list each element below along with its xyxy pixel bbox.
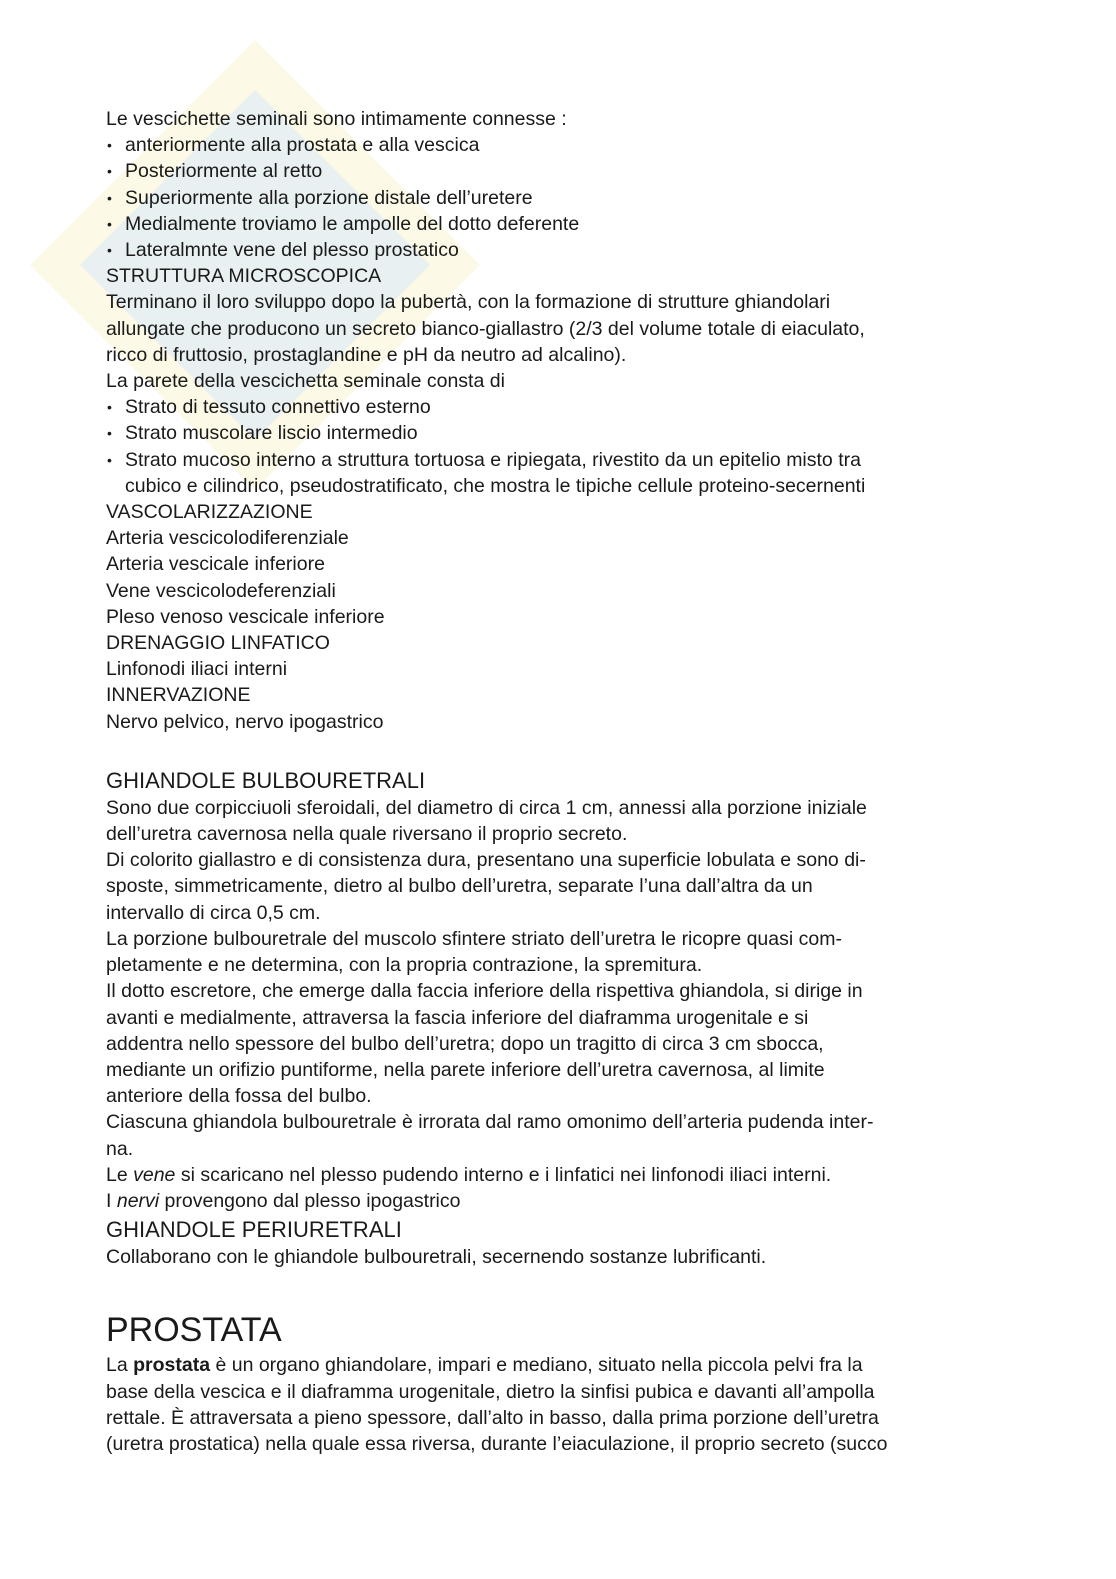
veins-line: Le vene si scaricano nel plesso pudendo interno e i linfatici nei linfonodi iliaci interni. [106, 1163, 832, 1186]
relation-item: • Lateralmnte vene del plesso prostatico [106, 237, 1006, 263]
relation-item: • Posteriormente al retto [106, 158, 1006, 184]
text-line: intervallo di circa 0,5 cm. [106, 901, 321, 924]
vasc-item: Pleso venoso vescicale inferiore [106, 605, 385, 628]
document-page [106, 106, 1006, 1457]
text-line: addentra nello spessore del bulbo dell’uretra; dopo un tragitto di circa 3 cm sbocca, [106, 1032, 824, 1055]
relation-item: • Medialmente troviamo le ampolle del dotto deferente [106, 211, 1006, 237]
text-line: (uretra prostatica) nella quale essa riversa, durante l’eiaculazione, il proprio secreto (succo [106, 1432, 888, 1455]
text-line: La parete della vescichetta seminale consta di [106, 370, 505, 393]
text-line: Il dotto escretore, che emerge dalla faccia inferiore della rispettiva ghiandola, si dirige in [106, 980, 863, 1003]
text-line: Collaborano con le ghiandole bulbouretrali, secernendo sostanze lubrificanti. [106, 1246, 767, 1269]
vasc-item: Arteria vescicolodiferenziale [106, 527, 349, 550]
prostata-title: PROSTATA [106, 1311, 282, 1350]
section-heading: INNERVAZIONE [106, 684, 251, 707]
nerves-line: I nervi provengono dal plesso ipogastrico [106, 1189, 461, 1212]
section-heading: VASCOLARIZZAZIONE [106, 501, 313, 524]
periuretrali-heading: GHIANDOLE PERIURETRALI [106, 1217, 402, 1243]
text-line: dell’uretra cavernosa nella quale riversano il proprio secreto. [106, 823, 628, 846]
relation-item: • anteriormente alla prostata e alla vescica [106, 132, 1006, 158]
text-line: pletamente e ne determina, con la propria contrazione, la spremitura. [106, 954, 703, 977]
text-line: rettale. È attraversata a pieno spessore, dall’alto in basso, dalla prima porzione dell’uretra [106, 1406, 879, 1429]
text-line: Di colorito giallastro e di consistenza dura, presentano una superficie lobulata e sono di- [106, 849, 866, 872]
text-line: La porzione bulbouretrale del muscolo sfintere striato dell’uretra le ricopre quasi com- [106, 927, 842, 950]
text-line: sposte, simmetricamente, dietro al bulbo dell’uretra, separate l’una dall’altra da un [106, 875, 813, 898]
text-line: Linfonodi iliaci interni [106, 658, 288, 681]
text-line: ricco di fruttosio, prostaglandine e pH da neutro ad alcalino). [106, 343, 627, 366]
text-line: Terminano il loro sviluppo dopo la pubertà, con la formazione di strutture ghiandolari [106, 291, 831, 314]
text-line: base della vescica e il diaframma urogenitale, dietro la sinfisi pubica e davanti all’ampolla [106, 1380, 875, 1403]
text-line: mediante un orifizio puntiforme, nella parete inferiore dell’uretra cavernosa, al limite [106, 1058, 825, 1081]
text-line: avanti e medialmente, attraversa la fascia inferiore del diaframma urogenitale e si [106, 1006, 809, 1029]
intro-line: Le vescichette seminali sono intimamente connesse : [106, 108, 567, 130]
vasc-item: Vene vescicolodeferenziali [106, 579, 336, 602]
section-heading: DRENAGGIO LINFATICO [106, 632, 330, 655]
text-line: Sono due corpicciuoli sferoidali, del diametro di circa 1 cm, annessi alla porzione iniziale [106, 796, 867, 819]
wall-layer-item: • Strato di tessuto connettivo esterno [106, 394, 1006, 420]
text-line: Ciascuna ghiandola bulbouretrale è irrorata dal ramo omonimo dell’arteria pudenda inter- [106, 1111, 874, 1134]
text-line: allungate che producono un secreto bianco-giallastro (2/3 del volume totale di eiaculato, [106, 317, 865, 340]
wall-layer-item: • Strato muscolare liscio intermedio [106, 420, 1006, 446]
vasc-item: Arteria vescicale inferiore [106, 553, 325, 576]
prostata-first-line: La prostata è un organo ghiandolare, impari e mediano, situato nella piccola pelvi fra la [106, 1354, 863, 1377]
wall-layer-item: • Strato mucoso interno a struttura tortuosa e ripiegata, rivestito da un epitelio misto tra [106, 447, 1006, 473]
text-line: anteriore della fossa del bulbo. [106, 1085, 372, 1108]
wall-layer-continuation: cubico e cilindrico, pseudostratificato, che mostra le tipiche cellule proteino-secernenti [125, 474, 866, 497]
text-line: na. [106, 1137, 134, 1160]
bulbouretrali-heading: GHIANDOLE BULBOURETRALI [106, 767, 426, 793]
text-line: Nervo pelvico, nervo ipogastrico [106, 710, 384, 733]
section-heading: STRUTTURA MICROSCOPICA [106, 265, 382, 288]
relation-item: • Superiormente alla porzione distale dell’uretere [106, 185, 1006, 211]
